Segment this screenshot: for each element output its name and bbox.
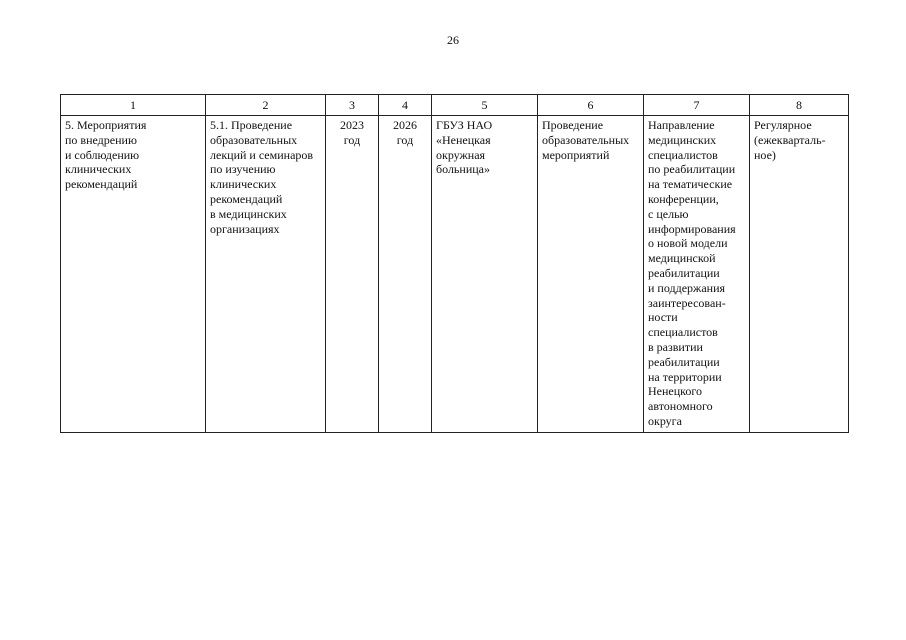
header-row [61, 95, 849, 116]
cell-subactivity: 5.1. Проведение образовательных лекций и семинаров по изучению клинических рекомендаций в медицинских организациях [206, 116, 326, 433]
header-col-7: 7 [644, 95, 750, 116]
table-row [61, 116, 849, 433]
header-col-2: 2 [206, 95, 326, 116]
cell-activity: 5. Мероприятия по внедрению и соблюдению клинических рекомендаций [61, 116, 206, 433]
plan-table [60, 94, 849, 433]
cell-event: Проведение образовательных мероприятий [538, 116, 644, 433]
cell-responsible: ГБУЗ НАО «Ненецкая окружная больница» [432, 116, 538, 433]
header-col-4: 4 [379, 95, 432, 116]
header-col-8: 8 [750, 95, 849, 116]
header-col-1: 1 [61, 95, 206, 116]
cell-start-year: 2023 год [326, 116, 379, 433]
cell-description: Направление медицинских специалистов по реабилитации на тематические конференции, с целью информирования о новой модели медицинской реабилитации и поддержания заинтересован- ности специалистов в развитии реабилитации на территории Ненецкого автономного округа [644, 116, 750, 433]
page-number: 26 [447, 33, 459, 47]
cell-end-year: 2026 год [379, 116, 432, 433]
header-col-3: 3 [326, 95, 379, 116]
header-col-5: 5 [432, 95, 538, 116]
cell-frequency: Регулярное (ежекварталь- ное) [750, 116, 849, 433]
header-col-6: 6 [538, 95, 644, 116]
